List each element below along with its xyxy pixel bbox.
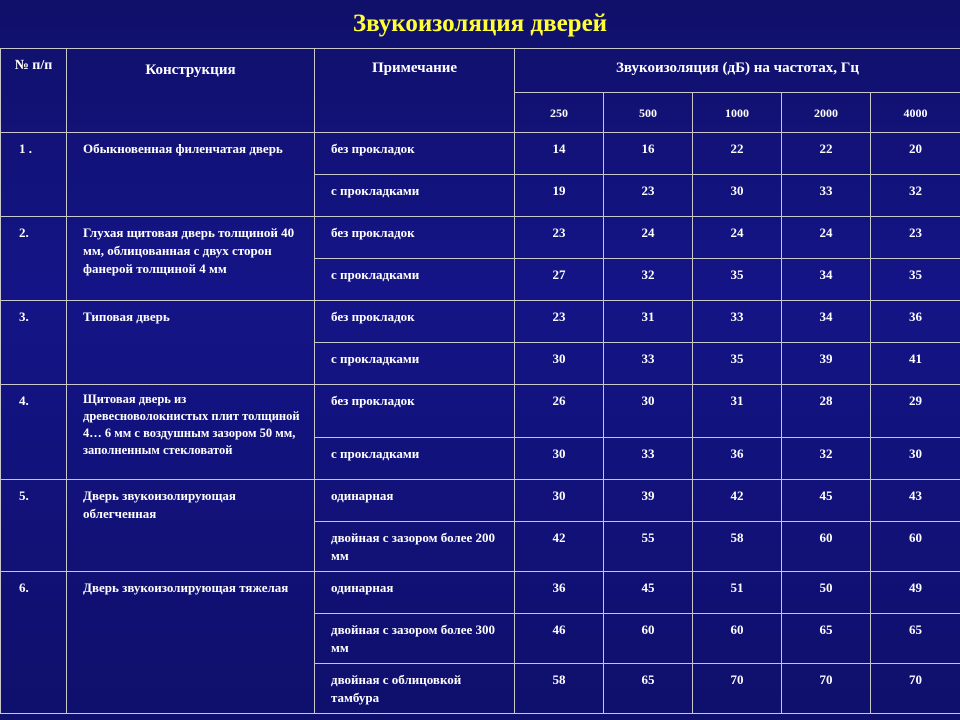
- header-freq-4000: 4000: [871, 93, 960, 133]
- value-cell: 65: [782, 614, 871, 664]
- table-row: [1, 133, 960, 175]
- value-cell: 29: [871, 385, 960, 438]
- value-cell: 35: [693, 259, 782, 301]
- value-cell: 30: [604, 385, 693, 438]
- header-construction: Конструкция: [67, 49, 315, 133]
- table-row: [1, 217, 960, 259]
- value-cell: 22: [693, 133, 782, 175]
- value-cell: 27: [515, 259, 604, 301]
- value-cell: 36: [693, 438, 782, 480]
- value-cell: 33: [604, 343, 693, 385]
- row-number: 6.: [1, 572, 67, 714]
- row-number: 1 .: [1, 133, 67, 217]
- value-cell: 39: [782, 343, 871, 385]
- row-number: 2.: [1, 217, 67, 301]
- value-cell: 39: [604, 480, 693, 522]
- value-cell: 33: [782, 175, 871, 217]
- value-cell: 46: [515, 614, 604, 664]
- value-cell: 32: [604, 259, 693, 301]
- row-number: 5.: [1, 480, 67, 572]
- value-cell: 24: [782, 217, 871, 259]
- value-cell: 24: [693, 217, 782, 259]
- table-row: [1, 385, 960, 438]
- header-freq-250: 250: [515, 93, 604, 133]
- value-cell: 23: [871, 217, 960, 259]
- value-cell: 70: [871, 664, 960, 714]
- table-row: [1, 301, 960, 343]
- value-cell: 26: [515, 385, 604, 438]
- note-cell: одинарная: [315, 572, 515, 614]
- page-title: Звукоизоляция дверей: [352, 10, 608, 37]
- value-cell: 58: [693, 522, 782, 572]
- value-cell: 41: [871, 343, 960, 385]
- value-cell: 24: [604, 217, 693, 259]
- value-cell: 30: [515, 480, 604, 522]
- value-cell: 60: [782, 522, 871, 572]
- note-cell: двойная с зазором более 200 мм: [315, 522, 515, 572]
- value-cell: 34: [782, 301, 871, 343]
- note-cell: с прокладками: [315, 438, 515, 480]
- value-cell: 30: [515, 343, 604, 385]
- value-cell: 50: [782, 572, 871, 614]
- value-cell: 65: [604, 664, 693, 714]
- value-cell: 20: [871, 133, 960, 175]
- note-cell: с прокладками: [315, 259, 515, 301]
- value-cell: 23: [515, 301, 604, 343]
- note-cell: с прокладками: [315, 175, 515, 217]
- table-header: [1, 49, 960, 133]
- value-cell: 23: [604, 175, 693, 217]
- value-cell: 42: [693, 480, 782, 522]
- value-cell: 58: [515, 664, 604, 714]
- note-cell: одинарная: [315, 480, 515, 522]
- table-body: [1, 133, 960, 714]
- note-cell: без прокладок: [315, 133, 515, 175]
- header-freq-500: 500: [604, 93, 693, 133]
- value-cell: 30: [515, 438, 604, 480]
- header-frequency-group: Звукоизоляция (дБ) на частотах, Гц: [515, 49, 960, 93]
- value-cell: 65: [871, 614, 960, 664]
- row-number: 4.: [1, 385, 67, 480]
- door-soundproofing-table: [0, 48, 960, 714]
- table-row: [1, 480, 960, 522]
- value-cell: 16: [604, 133, 693, 175]
- value-cell: 33: [604, 438, 693, 480]
- header-note: Примечание: [315, 49, 515, 133]
- value-cell: 55: [604, 522, 693, 572]
- value-cell: 70: [693, 664, 782, 714]
- note-cell: двойная с зазором более 300 мм: [315, 614, 515, 664]
- value-cell: 30: [693, 175, 782, 217]
- value-cell: 36: [871, 301, 960, 343]
- value-cell: 45: [782, 480, 871, 522]
- value-cell: 43: [871, 480, 960, 522]
- row-number: 3.: [1, 301, 67, 385]
- value-cell: 14: [515, 133, 604, 175]
- note-cell: с прокладками: [315, 343, 515, 385]
- construction-cell: Дверь звукоизолирующая тяжелая: [67, 572, 315, 714]
- value-cell: 60: [871, 522, 960, 572]
- table-row: [1, 572, 960, 614]
- note-cell: двойная с облицовкой тамбура: [315, 664, 515, 714]
- value-cell: 22: [782, 133, 871, 175]
- value-cell: 30: [871, 438, 960, 480]
- value-cell: 70: [782, 664, 871, 714]
- value-cell: 23: [515, 217, 604, 259]
- value-cell: 28: [782, 385, 871, 438]
- value-cell: 51: [693, 572, 782, 614]
- construction-cell: Обыкновенная филенчатая дверь: [67, 133, 315, 217]
- value-cell: 31: [604, 301, 693, 343]
- note-cell: без прокладок: [315, 301, 515, 343]
- value-cell: 32: [871, 175, 960, 217]
- note-cell: без прокладок: [315, 217, 515, 259]
- header-freq-2000: 2000: [782, 93, 871, 133]
- value-cell: 42: [515, 522, 604, 572]
- value-cell: 36: [515, 572, 604, 614]
- note-cell: без прокладок: [315, 385, 515, 438]
- header-freq-1000: 1000: [693, 93, 782, 133]
- value-cell: 34: [782, 259, 871, 301]
- value-cell: 33: [693, 301, 782, 343]
- construction-cell: Типовая дверь: [67, 301, 315, 385]
- value-cell: 31: [693, 385, 782, 438]
- construction-cell: Дверь звукоизолирующая облегченная: [67, 480, 315, 572]
- value-cell: 32: [782, 438, 871, 480]
- value-cell: 45: [604, 572, 693, 614]
- header-num: № п/п: [1, 49, 67, 133]
- value-cell: 35: [693, 343, 782, 385]
- construction-cell: Щитовая дверь из древесноволокнистых плит толщиной 4… 6 мм с воздушным зазором 50 мм, заполненным стекловатой: [67, 385, 315, 480]
- construction-cell: Глухая щитовая дверь толщиной 40 мм, облицованная с двух сторон фанерой толщиной 4 мм: [67, 217, 315, 301]
- value-cell: 60: [693, 614, 782, 664]
- value-cell: 19: [515, 175, 604, 217]
- value-cell: 35: [871, 259, 960, 301]
- value-cell: 60: [604, 614, 693, 664]
- value-cell: 49: [871, 572, 960, 614]
